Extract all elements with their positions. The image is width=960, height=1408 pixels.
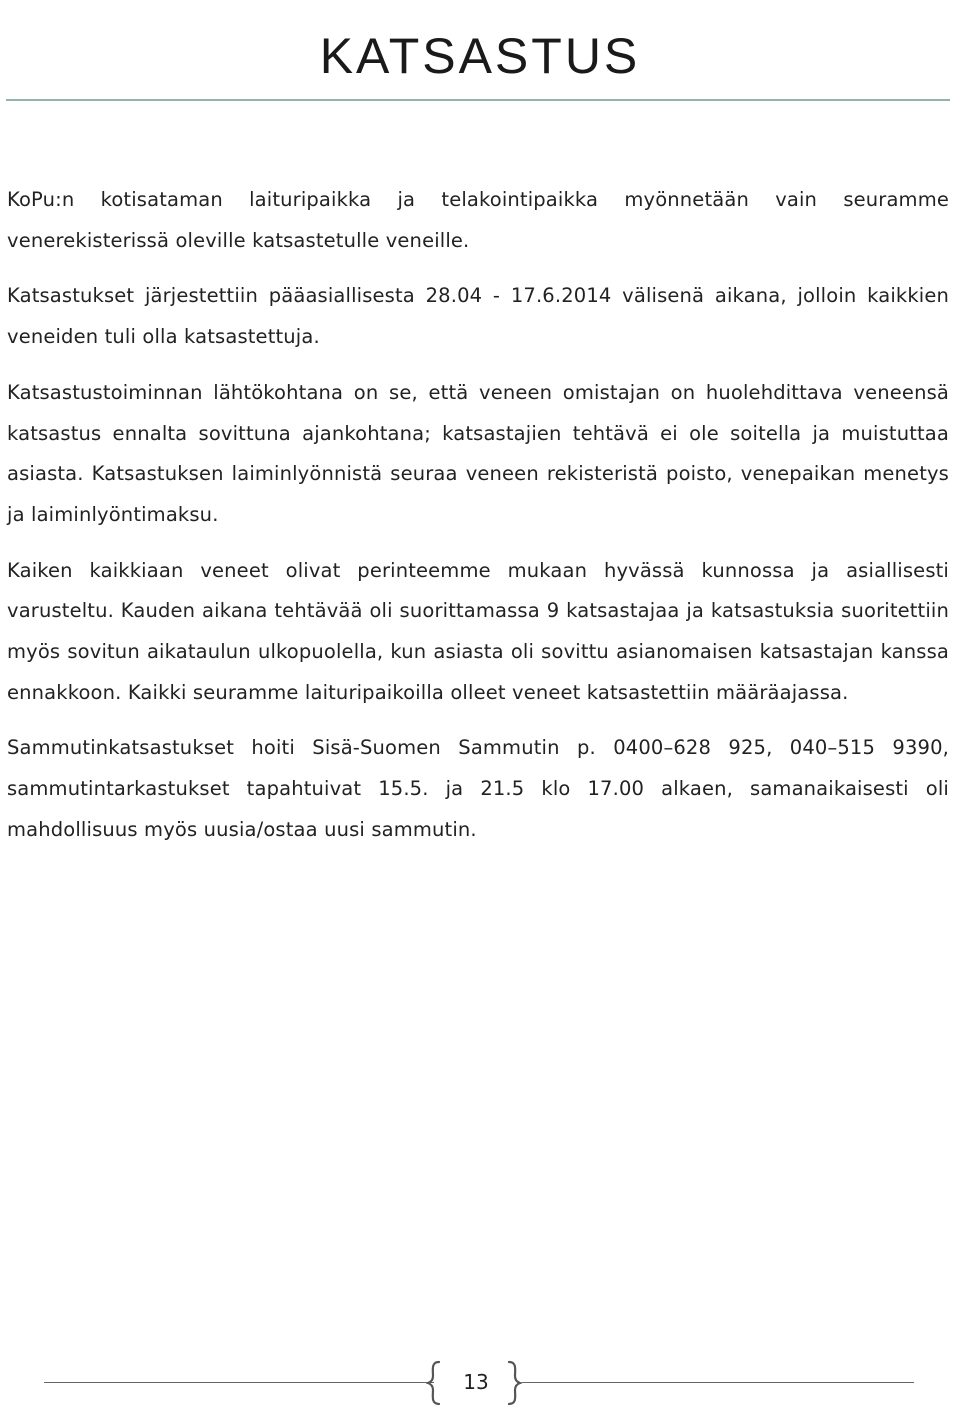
paragraph-berth-allocation: KoPu:n kotisataman laituripaikka ja telakointipaikka myönnetään vain seuramme venerekisterissä oleville katsastetulle veneille. [7, 188, 949, 252]
footer-rule-right [522, 1382, 914, 1383]
paragraph-season-summary: Kaiken kaikkiaan veneet olivat perinteemme mukaan hyvässä kunnossa ja asiallisesti varusteltu. Kauden aikana tehtävää oli suorittamassa 9 katsastajaa ja katsastuksia suoritettiin myös sovitun aikataulun ulkopuolella, kun asiasta oli sovittu asianomaisen katsastajan kanssa ennakkoon. Kaikki seuramme laituripaikoilla olleet veneet katsastettiin määräajassa. [7, 558, 949, 704]
footer-rule-left [44, 1382, 434, 1383]
paragraph-inspection-period: Katsastukset järjestettiin pääasiallisesta 28.04 - 17.6.2014 välisenä aikana, jolloin kaikkien veneiden tuli olla katsastettuja. [7, 284, 949, 349]
page-number: 13 [463, 1370, 489, 1394]
document-body [7, 180, 949, 851]
paragraph-extinguisher-inspection: Sammutinkatsastukset hoiti Sisä-Suomen Sammutin p. 0400–628 925, 040–515 9390, sammutintarkastukset tapahtuivat 15.5. ja 21.5 klo 17.00 alkaen, samanaikaisesti oli mahdollisuus myös uusia/ostaa uusi sammutin. [7, 736, 949, 841]
title-divider [6, 99, 950, 101]
paragraph-owner-responsibility: Katsastustoiminnan lähtökohtana on se, että veneen omistajan on huolehdittava veneensä katsastus ennalta sovittuna ajankohtana; katsastajien tehtävä ei ole soitella ja muistuttaa asiasta. Katsastuksen laiminlyönnistä seuraa veneen rekisteristä poisto, venepaikan menetys ja laiminlyöntimaksu. [7, 380, 949, 526]
page-title: KATSASTUS [319, 28, 641, 84]
right-brace-icon [506, 1360, 522, 1406]
left-brace-icon [426, 1360, 442, 1406]
